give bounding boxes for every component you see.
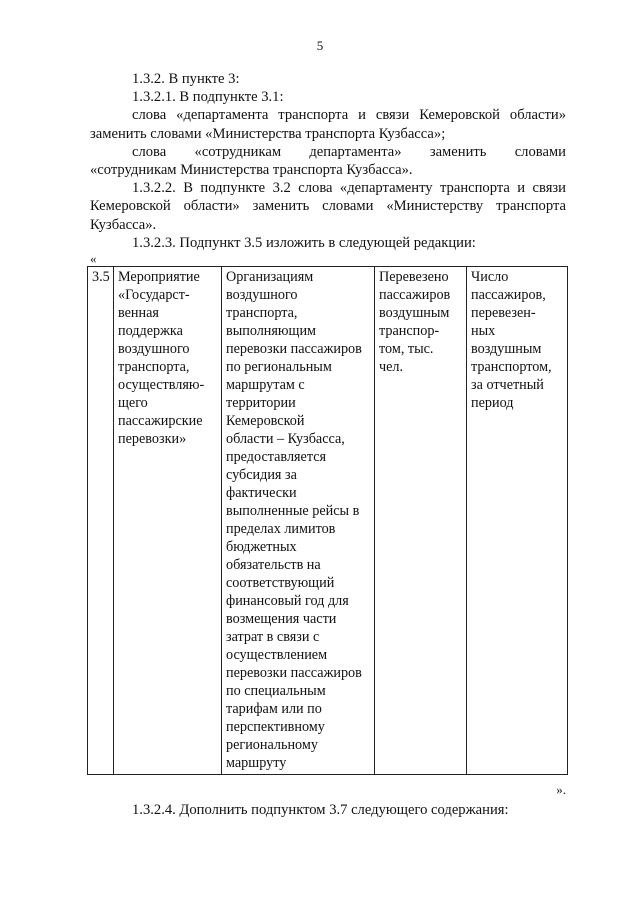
paragraph-replace-2-line1 [90,143,566,161]
paragraph-replace-2-line2: «сотрудникам Министерства транспорта Кузбасса». [90,162,413,179]
cell-indicator: Перевезено пассажиров воздушным транспор- том, тыс. чел. [375,267,467,775]
paragraph-1-3-2-3: 1.3.2.3. Подпункт 3.5 изложить в следующей редакции: [132,234,476,251]
paragraph-1-3-2: 1.3.2. В пункте 3: [132,71,240,87]
word-4: заменить [429,143,487,160]
cell-recipients: Организациям воздушного транспорта, выполняющим перевозки пассажиров по региональным маршрутам с территории Кемеровской области – Кузбасса, предоставляется субсидия за фактически выполненные рейсы в пределах лимитов бюджетных обязательств на соответствующий финансовый год для возмещения части затрат в связи с осуществлением перевозки пассажиров по специальным тарифам или по перспективному региональному маршруту [222,267,375,775]
word-5: словами [514,143,566,160]
document-body [90,70,566,819]
word-1: слова [132,143,167,160]
table-row [88,267,568,775]
close-quote: ». [556,782,566,798]
cell-number: 3.5 [88,267,114,775]
paragraph-replace-1-line2: заменить словами «Министерства транспорта Кузбасса»; [90,125,446,142]
word-2: «сотрудникам [194,143,282,160]
paragraph-1-3-2-4: 1.3.2.4. Дополнить подпунктом 3.7 следующего содержания: [132,802,509,819]
open-quote: « [90,251,97,267]
cell-event: Мероприятие «Государст- венная поддержка воздушного транспорта, осуществляю- щего пассажирские перевозки» [114,267,222,775]
paragraph-1-3-2-1: 1.3.2.1. В подпункте 3.1: [132,89,284,106]
paragraph-1-3-2-2: 1.3.2.2. В подпункте 3.2 слова «департаменту транспорта и связи Кемеровской области» заменить словами «Министерству транспорта Кузбасса». [90,180,566,233]
paragraph-replace-1-line1: слова «департамента транспорта и связи Кемеровской области» [132,107,566,124]
cell-definition: Число пассажиров, перевезен- ных воздушным транспортом, за отчетный период [467,267,568,775]
measures-table [87,266,568,775]
page-number: 5 [316,38,324,53]
word-3: департамента» [309,143,402,160]
